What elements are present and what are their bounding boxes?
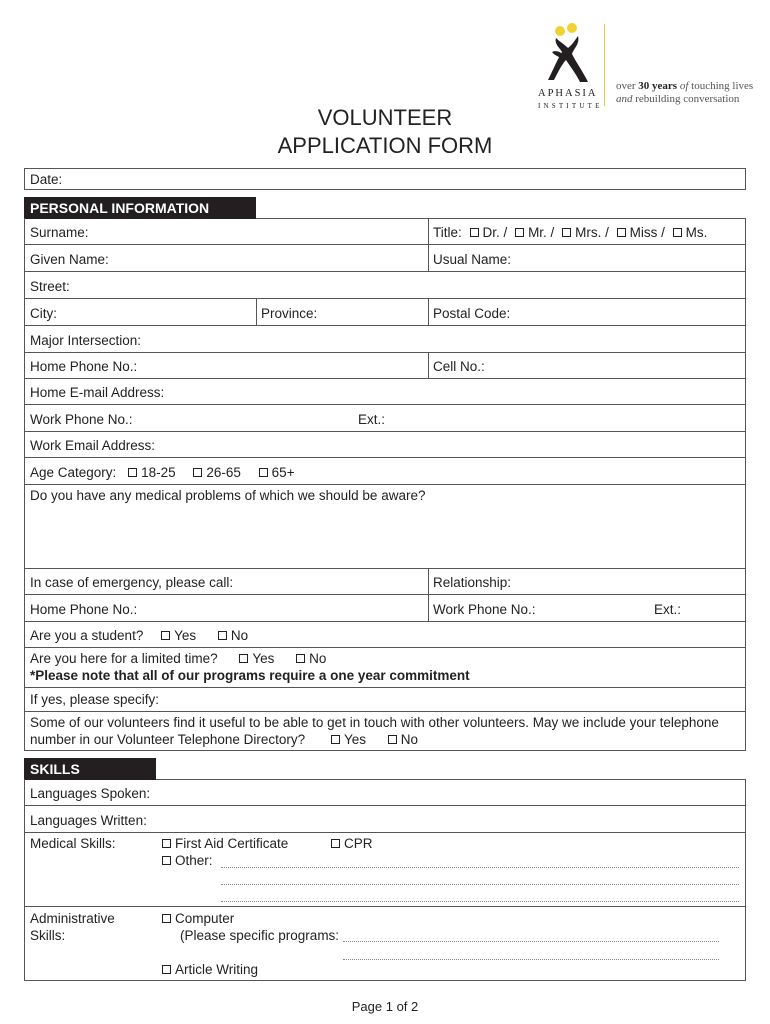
given-name-row xyxy=(24,245,746,272)
cell-label[interactable]: Cell No.: xyxy=(433,359,485,374)
skills-header: SKILLS xyxy=(24,758,156,780)
relationship-label[interactable]: Relationship: xyxy=(433,575,512,590)
province-label[interactable]: Province: xyxy=(261,306,318,321)
work-ext-label[interactable]: Ext.: xyxy=(358,412,386,427)
student-yes-checkbox[interactable] xyxy=(161,631,170,640)
page-title-line2: APPLICATION FORM xyxy=(277,133,493,158)
other-checkbox[interactable] xyxy=(162,856,171,865)
other-line-2[interactable] xyxy=(221,884,739,885)
directory-question-line2: number in our Volunteer Telephone Directory? Yes No xyxy=(30,732,418,747)
administrative-skills-row xyxy=(24,907,746,981)
article-writing-option: Article Writing xyxy=(162,962,258,977)
computer-checkbox[interactable] xyxy=(162,914,171,923)
street-row xyxy=(24,272,746,299)
surname-label[interactable]: Surname: xyxy=(30,225,89,240)
home-email-row xyxy=(24,379,746,405)
logo-divider xyxy=(604,24,605,106)
admin-skills-label-1: Administrative xyxy=(30,911,115,926)
limited-yes-checkbox[interactable] xyxy=(239,654,248,663)
languages-written-row xyxy=(24,806,746,833)
medical-question: Do you have any medical problems of which we should be aware? xyxy=(30,488,426,503)
street-label[interactable]: Street: xyxy=(30,279,70,294)
limited-time-row xyxy=(24,648,746,688)
specify-row xyxy=(24,688,746,712)
other-line-1[interactable] xyxy=(221,867,739,868)
date-field[interactable] xyxy=(24,168,746,190)
emergency-phones-row xyxy=(24,595,746,622)
specify-label[interactable]: If yes, please specify: xyxy=(30,692,160,707)
languages-written-label[interactable]: Languages Written: xyxy=(30,813,147,828)
home-email-label[interactable]: Home E-mail Address: xyxy=(30,385,165,400)
page-title-line1: VOLUNTEER xyxy=(317,105,453,130)
limited-time-question: Are you here for a limited time? Yes No xyxy=(30,651,327,666)
date-label: Date: xyxy=(30,172,63,187)
age-18-25-checkbox[interactable] xyxy=(128,468,137,477)
first-aid-option: First Aid Certificate xyxy=(162,836,288,851)
directory-no-checkbox[interactable] xyxy=(388,735,397,744)
city-label[interactable]: City: xyxy=(30,306,57,321)
title-ms-checkbox[interactable] xyxy=(673,228,682,237)
commitment-note: *Please note that all of our programs require a one year commitment xyxy=(30,668,470,683)
directory-row xyxy=(24,712,746,751)
org-sub: INSTITUTE xyxy=(538,102,603,110)
cpr-option: CPR xyxy=(331,836,373,851)
major-intersection-label[interactable]: Major Intersection: xyxy=(30,333,142,348)
org-name: APHASIA xyxy=(538,88,598,99)
em-work-phone-label[interactable]: Work Phone No.: xyxy=(433,602,536,617)
city-row xyxy=(24,299,746,326)
other-option: Other: xyxy=(162,853,213,868)
age-65-plus-checkbox[interactable] xyxy=(259,468,268,477)
aphasia-institute-logo xyxy=(528,22,753,112)
student-question: Are you a student? Yes No xyxy=(30,628,249,643)
age-category-label: Age Category: xyxy=(30,465,117,480)
first-aid-checkbox[interactable] xyxy=(162,839,171,848)
title-mr-checkbox[interactable] xyxy=(515,228,524,237)
other-line-3[interactable] xyxy=(221,901,739,902)
work-email-row xyxy=(24,432,746,458)
student-row xyxy=(24,622,746,648)
major-intersection-row xyxy=(24,326,746,353)
computer-option: Computer xyxy=(162,911,234,926)
title-miss-checkbox[interactable] xyxy=(617,228,626,237)
work-phone-label[interactable]: Work Phone No.: xyxy=(30,412,133,427)
home-phone-row xyxy=(24,353,746,379)
surname-row xyxy=(24,218,746,245)
programs-line-2[interactable] xyxy=(343,959,719,960)
title-dr-checkbox[interactable] xyxy=(470,228,479,237)
postal-code-label[interactable]: Postal Code: xyxy=(433,306,511,321)
age-26-65-checkbox[interactable] xyxy=(193,468,202,477)
student-no-checkbox[interactable] xyxy=(218,631,227,640)
article-writing-checkbox[interactable] xyxy=(162,965,171,974)
em-ext-label[interactable]: Ext.: xyxy=(654,602,682,617)
medical-problems-row[interactable] xyxy=(24,485,746,569)
medical-skills-label: Medical Skills: xyxy=(30,836,116,851)
title-mrs-checkbox[interactable] xyxy=(562,228,571,237)
emergency-row xyxy=(24,569,746,595)
age-category: Age Category: 18-25 26-65 65+ xyxy=(30,465,295,480)
figures-logo-icon xyxy=(540,22,600,88)
medical-skills-row xyxy=(24,833,746,907)
directory-question-line1: Some of our volunteers find it useful to be able to get in touch with other volunteers. May we include your telephone xyxy=(30,715,719,730)
given-name-label[interactable]: Given Name: xyxy=(30,252,109,267)
title-selector: Title: Dr. / Mr. / Mrs. / Miss / Ms. xyxy=(433,225,708,240)
limited-no-checkbox[interactable] xyxy=(296,654,305,663)
work-email-label[interactable]: Work Email Address: xyxy=(30,438,156,453)
home-phone-label[interactable]: Home Phone No.: xyxy=(30,359,138,374)
em-home-phone-label[interactable]: Home Phone No.: xyxy=(30,602,138,617)
usual-name-label[interactable]: Usual Name: xyxy=(433,252,512,267)
work-phone-row xyxy=(24,405,746,432)
languages-spoken-label[interactable]: Languages Spoken: xyxy=(30,786,151,801)
page-number: Page 1 of 2 xyxy=(351,999,419,1014)
programs-label: (Please specific programs: xyxy=(180,928,340,943)
admin-skills-label-2: Skills: xyxy=(30,928,66,943)
tagline: over 30 years of touching lives and rebuilding conversation xyxy=(616,80,754,105)
age-category-row xyxy=(24,458,746,485)
languages-spoken-row xyxy=(24,779,746,806)
programs-line-1[interactable] xyxy=(343,941,719,942)
personal-information-header: PERSONAL INFORMATION xyxy=(24,197,256,219)
directory-yes-checkbox[interactable] xyxy=(331,735,340,744)
cpr-checkbox[interactable] xyxy=(331,839,340,848)
title-label: Title: xyxy=(433,225,462,240)
emergency-label[interactable]: In case of emergency, please call: xyxy=(30,575,234,590)
